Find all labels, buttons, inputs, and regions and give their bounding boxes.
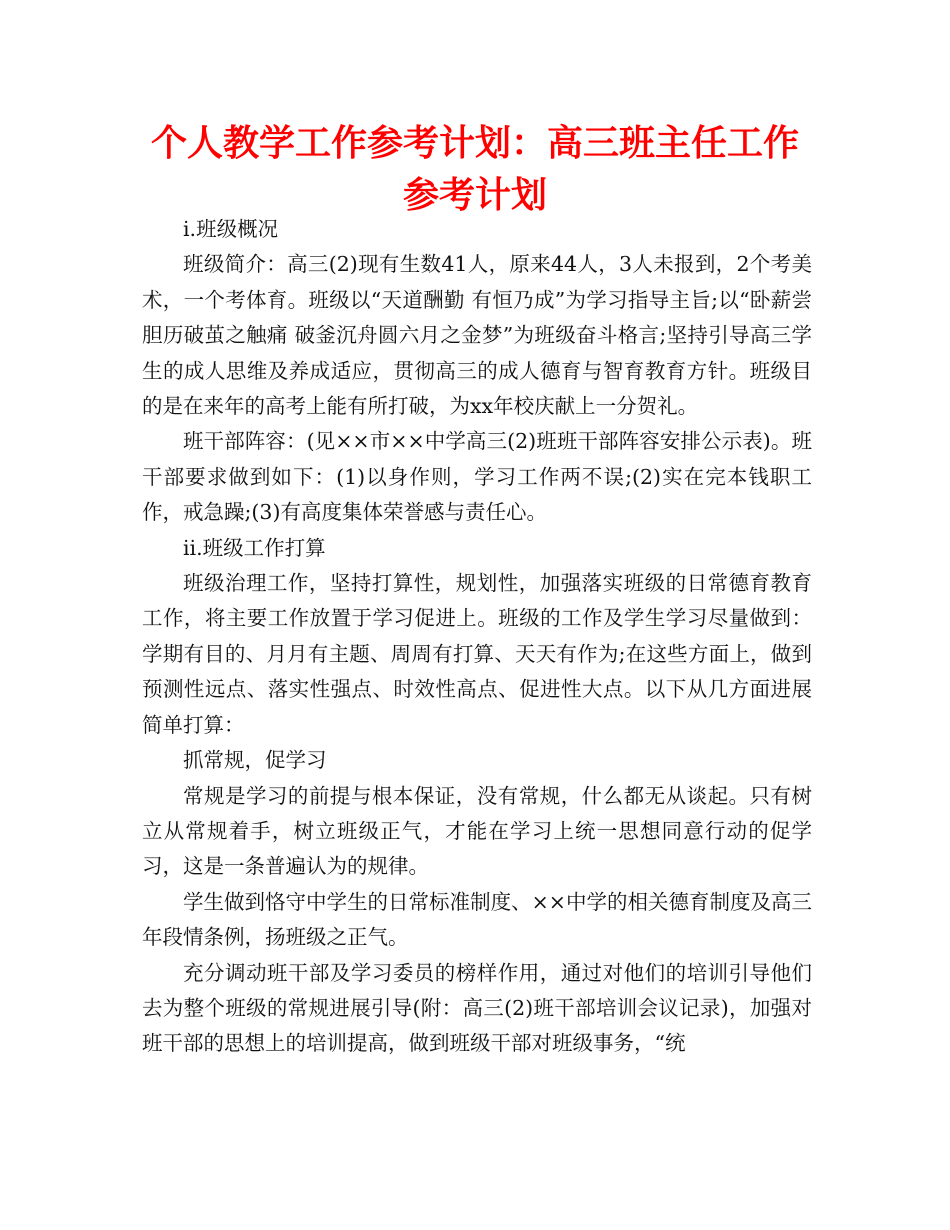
section-heading-1: ⅰ.班级概况 xyxy=(183,217,279,241)
subheading-routine: 抓常规，促学习 xyxy=(183,748,327,773)
paragraph-routine: 常规是学习的前提与根本保证，没有常规，什么都无从谈起。只有树立从常规着手，树立班级正气，才能在学习上统一思想同意行动的促学习，这是一条普遍认为的规律。 xyxy=(142,783,812,879)
title-line-1: 个人教学工作参考计划：高三班主任工作 xyxy=(150,123,799,164)
title-line-2: 参考计划 xyxy=(402,175,547,216)
document-title xyxy=(100,118,850,222)
paragraph-rules: 学生做到恪守中学生的日常标准制度、××中学的相关德育制度及高三年段情条例，扬班级之正气。 xyxy=(142,889,812,950)
section-heading-2: ⅱ.班级工作打算 xyxy=(183,535,326,560)
document-body xyxy=(142,212,812,1062)
paragraph-class-intro: 班级简介：高三(2)现有生数41人，原来44人，3人未报到，2个考美术，一个考体育。班级以“天道酬勤 有恒乃成”为学习指导主旨;以“卧薪尝胆历破茧之触痛 破釜沉舟圆六月之金梦”为班级奋斗格言;坚持引导高三学生的成人思维及养成适应，贯彻高三的成人德育与智育教育方针。班级目的是在来年的高考上能有所打破，为xx年校庆献上一分贺礼。 xyxy=(142,252,812,419)
paragraph-class-management: 班级治理工作，坚持打算性，规划性，加强落实班级的日常德育教育工作，将主要工作放置于学习促进上。班级的工作及学生学习尽量做到：学期有目的、月月有主题、周周有打算、天天有作为;在这些方面上，做到预测性远点、落实性强点、时效性高点、促进性大点。以下从几方面进展简单打算： xyxy=(142,571,812,737)
paragraph-cadre-training: 充分调动班干部及学习委员的榜样作用，通过对他们的培训引导他们去为整个班级的常规进展引导(附：高三(2)班干部培训会议记录)，加强对班干部的思想上的培训提高，做到班级干部对班级事务，“统 xyxy=(142,960,812,1056)
paragraph-class-cadres: 班干部阵容：(见××市××中学高三(2)班班干部阵容安排公示表)。班干部要求做到如下：(1)以身作则，学习工作两不误;(2)实在完本钱职工作，戒急躁;(3)有高度集体荣誉感与责任心。 xyxy=(142,429,812,525)
